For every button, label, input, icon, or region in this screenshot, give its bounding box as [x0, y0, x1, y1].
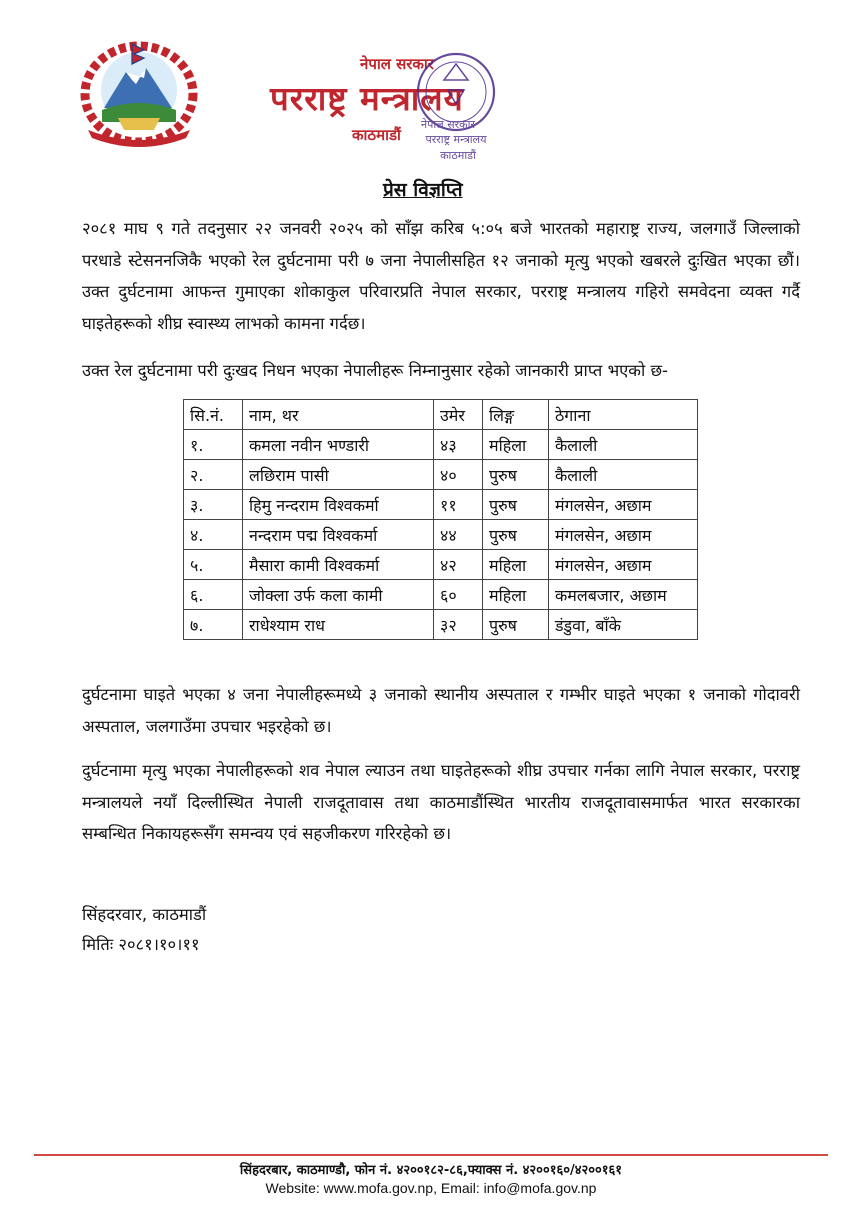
table-row — [184, 460, 698, 490]
official-stamp — [398, 46, 508, 164]
ministry-name: परराष्ट्र मन्त्रालय — [270, 79, 464, 118]
table-row — [184, 550, 698, 580]
table-cell: महिला — [483, 430, 549, 460]
table-cell: ७. — [184, 610, 243, 640]
table-cell: ४४ — [434, 520, 483, 550]
table-cell: ४२ — [434, 550, 483, 580]
column-header: सि.नं. — [184, 400, 243, 430]
ministry-subtitle: नेपाल सरकार — [360, 55, 434, 73]
column-header: नाम, थर — [243, 400, 434, 430]
table-cell: पुरुष — [483, 610, 549, 640]
footer-contact: Website: www.mofa.gov.np, Email: info@mofa.gov.np — [265, 1180, 597, 1196]
table-cell: मंगलसेन, अछाम — [549, 550, 698, 580]
table-cell: ५. — [184, 550, 243, 580]
nepal-emblem-icon — [74, 38, 204, 150]
table-cell: ६० — [434, 580, 483, 610]
paragraph-victims-intro: उक्त रेल दुर्घटनामा परी दुःखद निधन भएका नेपालीहरू निम्नानुसार रहेको जानकारी प्राप्त भएको छ- — [82, 361, 669, 380]
table-cell: हिमु नन्दराम विश्वकर्मा — [243, 490, 434, 520]
table-cell: जोक्ला उर्फ कला कामी — [243, 580, 434, 610]
table-cell: १. — [184, 430, 243, 460]
table-cell: महिला — [483, 550, 549, 580]
table-cell: लछिराम पासी — [243, 460, 434, 490]
table-header-row — [184, 400, 698, 430]
ministry-city: काठमाडौं — [352, 126, 401, 144]
table-row — [184, 520, 698, 550]
stamp-line-3: काठमाडौं — [440, 149, 476, 162]
table-cell: कैलाली — [549, 430, 698, 460]
table-cell: पुरुष — [483, 460, 549, 490]
table-row — [184, 490, 698, 520]
table-cell: राधेश्याम राध — [243, 610, 434, 640]
signature-block — [82, 900, 206, 960]
stamp-line-2: परराष्ट्र मन्त्रालय — [425, 133, 487, 146]
footer-address: सिंहदरबार, काठमाण्डौ, फोन नं. ४२००१८२-८६,फ्याक्स नं. ४२००१६०/४२००१६१ — [239, 1163, 623, 1178]
table-row — [184, 430, 698, 460]
issue-place: सिंहदरवार, काठमाडौं — [82, 905, 207, 924]
table-cell: ४० — [434, 460, 483, 490]
table-row — [184, 610, 698, 640]
table-cell: मंगलसेन, अछाम — [549, 520, 698, 550]
table-cell: ११ — [434, 490, 483, 520]
table-cell: ४. — [184, 520, 243, 550]
press-release-title: प्रेस विज्ञप्ति — [383, 179, 463, 201]
issue-date: मितिः २०८१।१०।११ — [82, 935, 200, 954]
column-header: ठेगाना — [549, 400, 698, 430]
table-cell: पुरुष — [483, 520, 549, 550]
table-cell: मैसारा कामी विश्वकर्मा — [243, 550, 434, 580]
victims-table — [183, 399, 698, 640]
table-cell: मंगलसेन, अछाम — [549, 490, 698, 520]
table-row — [184, 580, 698, 610]
table-cell: पुरुष — [483, 490, 549, 520]
table-cell: ३२ — [434, 610, 483, 640]
table-cell: महिला — [483, 580, 549, 610]
paragraph-incident: २०८१ माघ ९ गते तदनुसार २२ जनवरी २०२५ को साँझ करिब ५:०५ बजे भारतको महाराष्ट्र राज्य, जलगाउँ जिल्लाको परधाडे स्टेसननजिकै भएको रेल दुर्घटनामा परी ७ जना नेपालीसहित १२ जनाको मृत्यु भएको खबरले दुःखित भएका छौं। उक्त दुर्घटनामा आफन्त गुमाएका शोकाकुल परिवारप्रति नेपाल सरकार, परराष्ट्र मन्त्रालय गहिरो समवेदना व्यक्त गर्दै घाइतेहरूको शीघ्र स्वास्थ्य लाभको कामना गर्दछ। — [82, 219, 800, 333]
table-cell: कमला नवीन भण्डारी — [243, 430, 434, 460]
table-cell: कमलबजार, अछाम — [549, 580, 698, 610]
column-header: लिङ्ग — [483, 400, 549, 430]
table-cell: नन्दराम पद्म विश्वकर्मा — [243, 520, 434, 550]
footer-divider — [34, 1154, 828, 1156]
table-cell: २. — [184, 460, 243, 490]
column-header: उमेर — [434, 400, 483, 430]
stamp-line-1: नेपाल सरकार — [421, 118, 475, 131]
table-cell: डंडुवा, बाँके — [549, 610, 698, 640]
table-cell: ६. — [184, 580, 243, 610]
table-cell: ३. — [184, 490, 243, 520]
paragraph-coordination: दुर्घटनामा मृत्यु भएका नेपालीहरूको शव नेपाल ल्याउन तथा घाइतेहरूको शीघ्र उपचार गर्नका लागि नेपाल सरकार, परराष्ट्र मन्त्रालयले नयाँ दिल्लीस्थित नेपाली राजदूतावास तथा काठमाडौंस्थित भारतीय राजदूतावासमार्फत भारत सरकारका सम्बन्धित निकायहरूसँग समन्वय एवं सहजीकरण गरिरहेको छ। — [82, 761, 800, 843]
table-cell: ४३ — [434, 430, 483, 460]
table-cell: कैलाली — [549, 460, 698, 490]
paragraph-injured: दुर्घटनामा घाइते भएका ४ जना नेपालीहरूमध्ये ३ जनाको स्थानीय अस्पताल र गम्भीर घाइते भएका १ जनाको गोदावरी अस्पताल, जलगाउँमा उपचार भइरहेको छ। — [82, 685, 800, 736]
